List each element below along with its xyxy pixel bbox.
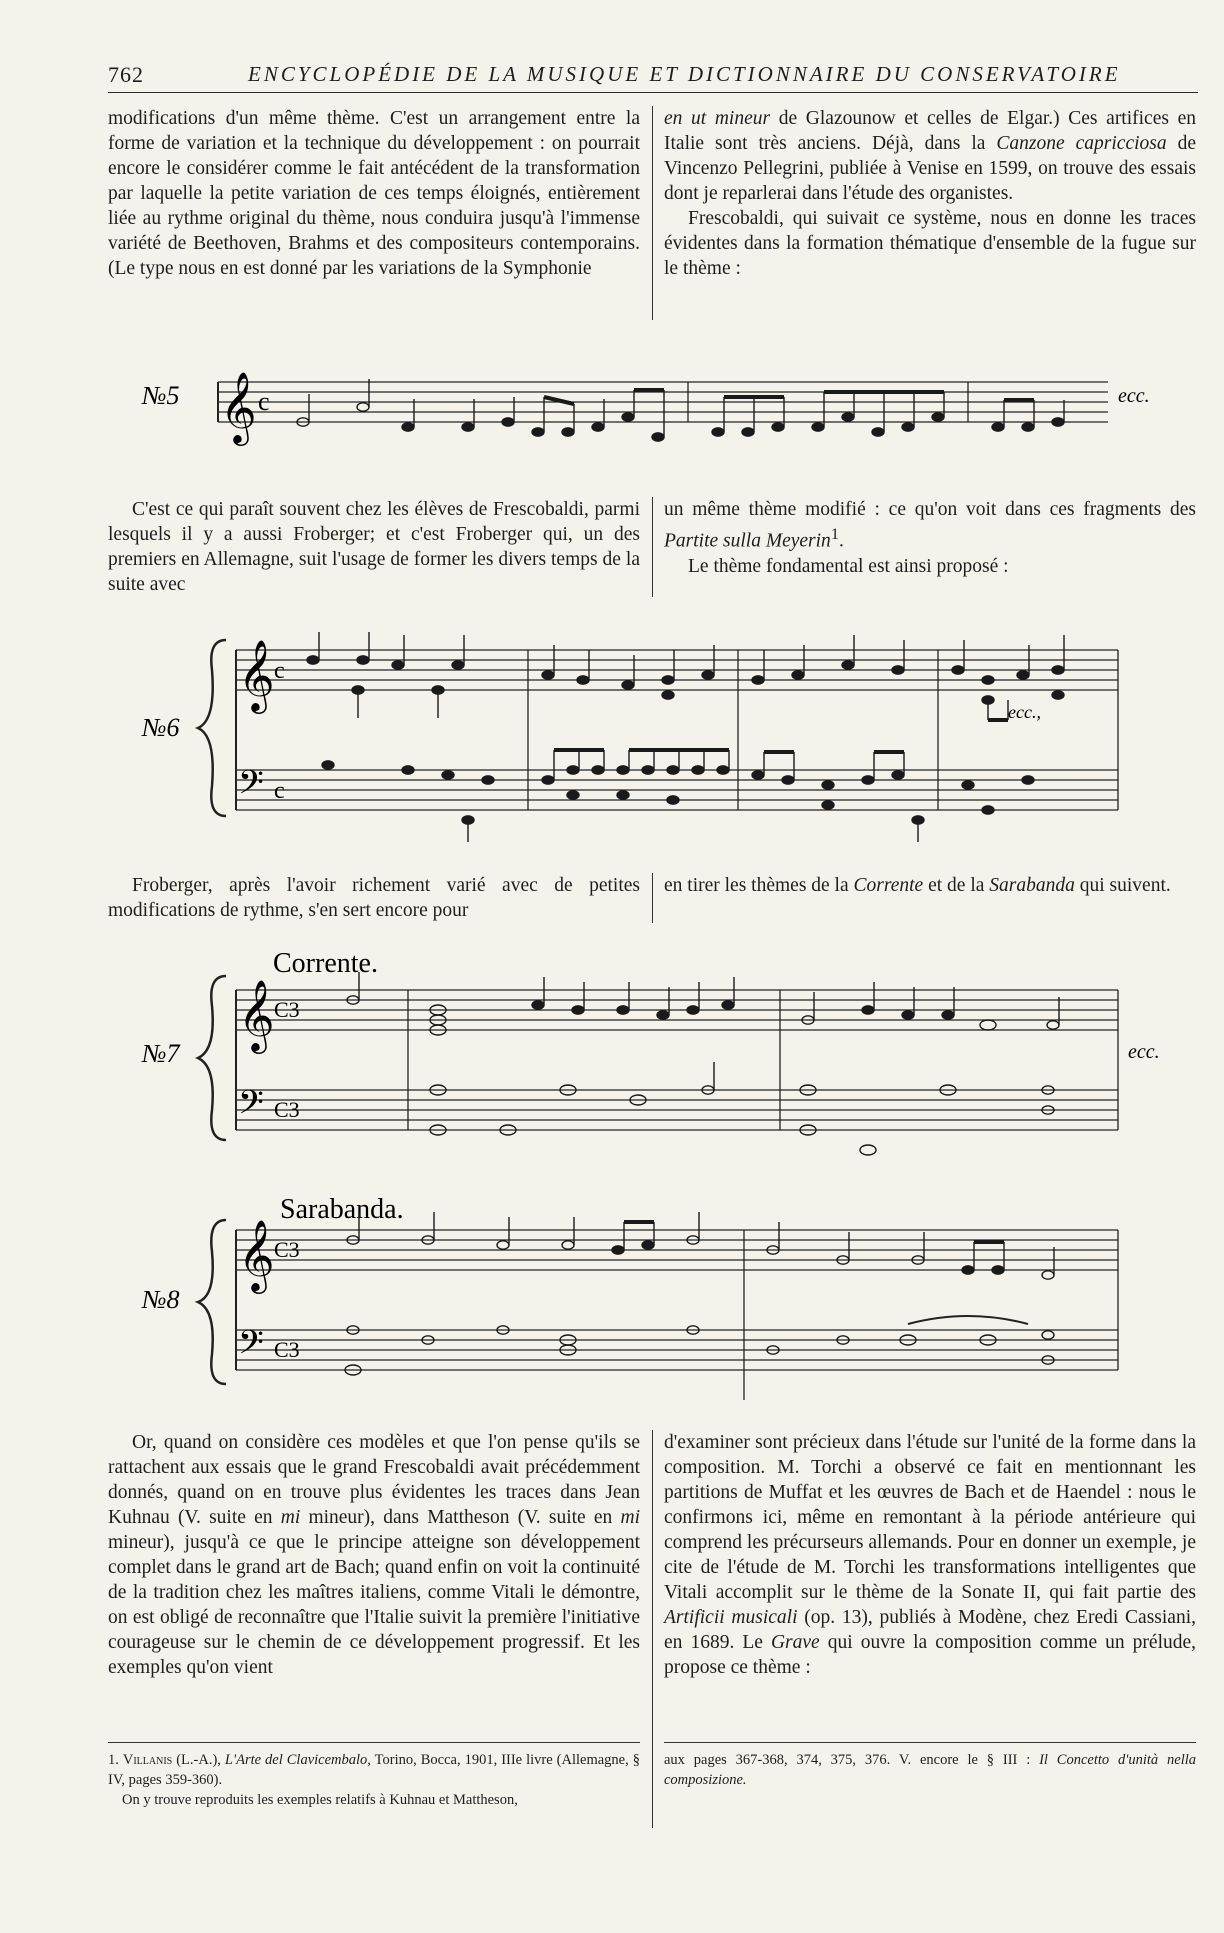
footnote: On y trouve reproduits les exemples relatifs à Kuhnau et Mattheson, [122, 1792, 518, 1808]
section4-right-column [664, 1430, 1196, 1680]
text: Torino, Bocca, 1901, IIIe livre (Allemagne, § IV, pages 359-360). [108, 1752, 640, 1788]
music-example-6 [108, 620, 1208, 850]
time-signature-icon: C3 [274, 1237, 300, 1262]
text: . [838, 530, 844, 552]
section1-left-column [108, 106, 640, 281]
italic-text: Sarabanda [989, 875, 1075, 896]
movement-title: Corrente. [273, 948, 378, 979]
footnotes-left [108, 1750, 640, 1810]
paragraph [664, 106, 1196, 206]
footnote-rule [664, 1742, 1196, 1743]
text: (op. 13), publiés à Modène, chez Eredi Cassiani, en 1689. Le [664, 1607, 1196, 1653]
italic-text: Il Concetto d'unità nella composizione. [664, 1752, 1197, 1788]
text: mineur), dans Mattheson (V. suite en [308, 1507, 613, 1528]
music-example-8 [108, 1190, 1208, 1420]
running-title: ENCYCLOPÉDIE DE LA MUSIQUE ET DICTIONNAIRE DU CONSERVATOIRE [248, 62, 1121, 86]
time-signature-icon: C3 [274, 997, 300, 1022]
footnote [108, 1750, 640, 1790]
section2-left-column [108, 497, 640, 597]
italic-text: L'Arte del Clavicembalo, [224, 1752, 371, 1768]
text: d'examiner sont précieux dans l'étude sur l'unité de la forme dans la composition. M. Torchi a observé ce fait en mentionnant les partitions de Muffat et les œuvres de Bach et de Haendel : nous le confirmons ici, même en remontant à la période antérieure qui comprend les précurseurs allemands. Pour en donner un exemple, je cite de l'étude de M. Torchi les transformations intelligentes que Vitali accomplit sur le thème de la Sonate II, qui fait partie des [664, 1432, 1196, 1603]
treble-clef-icon: 𝄞 [238, 642, 275, 710]
paragraph [664, 873, 1196, 898]
footnote-ref: 1 [830, 525, 839, 543]
common-time-icon: c [274, 658, 285, 684]
column-divider [652, 106, 653, 320]
footnote-author: Villanis (L.-A.), [122, 1752, 221, 1768]
column-divider [652, 873, 653, 923]
text: en tirer les thèmes de la [664, 875, 849, 896]
italic-text: Corrente [853, 875, 924, 896]
brace-icon [198, 640, 226, 816]
figure-label: №6 [142, 713, 180, 742]
section2-right-column [664, 497, 1196, 579]
paragraph: Froberger, après l'avoir richement varié avec de petites modifications de rythme, s'en sert encore pour [108, 875, 640, 921]
paragraph [664, 497, 1196, 554]
text: aux pages 367-368, 374, 375, 376. V. encore le § III : [664, 1752, 1031, 1768]
section1-right-column [664, 106, 1196, 281]
brace-icon [198, 1220, 226, 1384]
ecc-marking: ecc. [1118, 385, 1150, 407]
bass-clef-icon: 𝄢 [238, 1324, 264, 1369]
bass-clef-icon: 𝄢 [238, 1084, 264, 1129]
italic-text: Artificii musicali [664, 1607, 798, 1628]
time-signature-icon: C3 [274, 1097, 300, 1122]
figure-label: №7 [142, 1039, 180, 1068]
music-example-5 [108, 352, 1208, 462]
text: de Vincenzo Pellegrini, publiée à Venise en 1599, on trouve des essais dont je reparlerai dans l'étude des organistes. [664, 133, 1197, 204]
text: qui suivent. [1079, 875, 1171, 896]
music-example-7 [108, 940, 1208, 1165]
section3-left-column [108, 873, 640, 923]
italic-text: en ut mineur [664, 108, 771, 129]
italic-text: mi [280, 1507, 301, 1528]
bass-clef-icon: 𝄢 [238, 764, 264, 809]
figure-label: №8 [142, 1285, 180, 1314]
text: un même thème modifié : ce qu'on voit dans ces fragments des [664, 499, 1196, 520]
common-time-icon: c [258, 387, 270, 416]
movement-title: Sarabanda. [280, 1194, 404, 1225]
running-header [108, 62, 1198, 93]
paragraph [108, 1430, 640, 1680]
text: et de la [928, 875, 985, 896]
text: mineur), jusqu'à ce que le principe atteigne son développement complet dans le grand art de Bach; quand enfin on voit la continuité de la tradition chez les maîtres italiens, comme Vitali le démontre, on est obligé de reconnaître que l'Italie suivit la première l'initiative courageuse sur le chemin de ce développement progressif. Et les exemples qu'on vient [108, 1532, 640, 1678]
italic-text: mi [620, 1507, 640, 1528]
paragraph: modifications d'un même thème. C'est un arrangement entre la forme de variation et la technique du développement : on pourrait encore le considérer comme le fait antécédent de la transformation par laquelle la petite variation de ces temps éloignés, entièrement liée au rythme original du thème, nous conduira jusqu'à l'immense variété de Beethoven, Brahms et des compositeurs contemporains. (Le type nous en est donné par les variations de la Symphonie [108, 108, 640, 279]
time-signature-icon: C3 [274, 1337, 300, 1362]
paragraph: Le thème fondamental est ainsi proposé : [688, 555, 1009, 577]
italic-text: Grave [770, 1632, 820, 1653]
section4-left-column [108, 1430, 640, 1680]
column-divider [652, 1430, 653, 1828]
footnote-number: 1. [108, 1752, 119, 1768]
treble-clef-icon: 𝄞 [238, 1222, 275, 1290]
text: qui ouvre la composition comme un prélude, propose ce thème : [664, 1632, 1197, 1678]
italic-text: Canzone capricciosa [996, 133, 1167, 154]
section3-right-column [664, 873, 1196, 898]
paragraph [664, 1430, 1196, 1680]
italic-text: Partite sulla Meyerin [664, 530, 831, 552]
figure-label: №5 [142, 381, 180, 410]
treble-clef-icon: 𝄞 [220, 374, 257, 442]
column-divider [652, 497, 653, 597]
text: Or, quand on considère ces modèles et que l'on pense qu'ils se rattachent aux essais que le grand Frescobaldi avait précédemment donnés, quand on en trouve plus évidentes les traces dans Jean Kuhnau (V. suite en [108, 1432, 640, 1528]
treble-clef-icon: 𝄞 [238, 982, 275, 1050]
tie-arc [908, 1316, 1028, 1324]
footnote-rule [108, 1742, 640, 1743]
common-time-icon: c [274, 778, 285, 804]
page-number: 762 [108, 62, 144, 87]
ecc-marking: ecc. [1128, 1041, 1160, 1063]
paragraph: C'est ce qui paraît souvent chez les élèves de Frescobaldi, parmi lesquels il y a aussi Froberger; et c'est Froberger qui, un des premiers en Allemagne, suit l'usage de former les divers temps de la suite avec [108, 499, 640, 595]
text: de Glazounow et celles de Elgar.) Ces artifices en Italie sont très anciens. Déjà, dans la [664, 108, 1196, 154]
ecc-marking: ecc., [1008, 702, 1041, 722]
paragraph: Frescobaldi, qui suivait ce système, nous en donne les traces évidentes dans la formation thématique d'ensemble de la fugue sur le thème : [664, 208, 1196, 279]
brace-icon [198, 976, 226, 1140]
footnote [664, 1750, 1196, 1790]
footnotes-right [664, 1750, 1196, 1790]
